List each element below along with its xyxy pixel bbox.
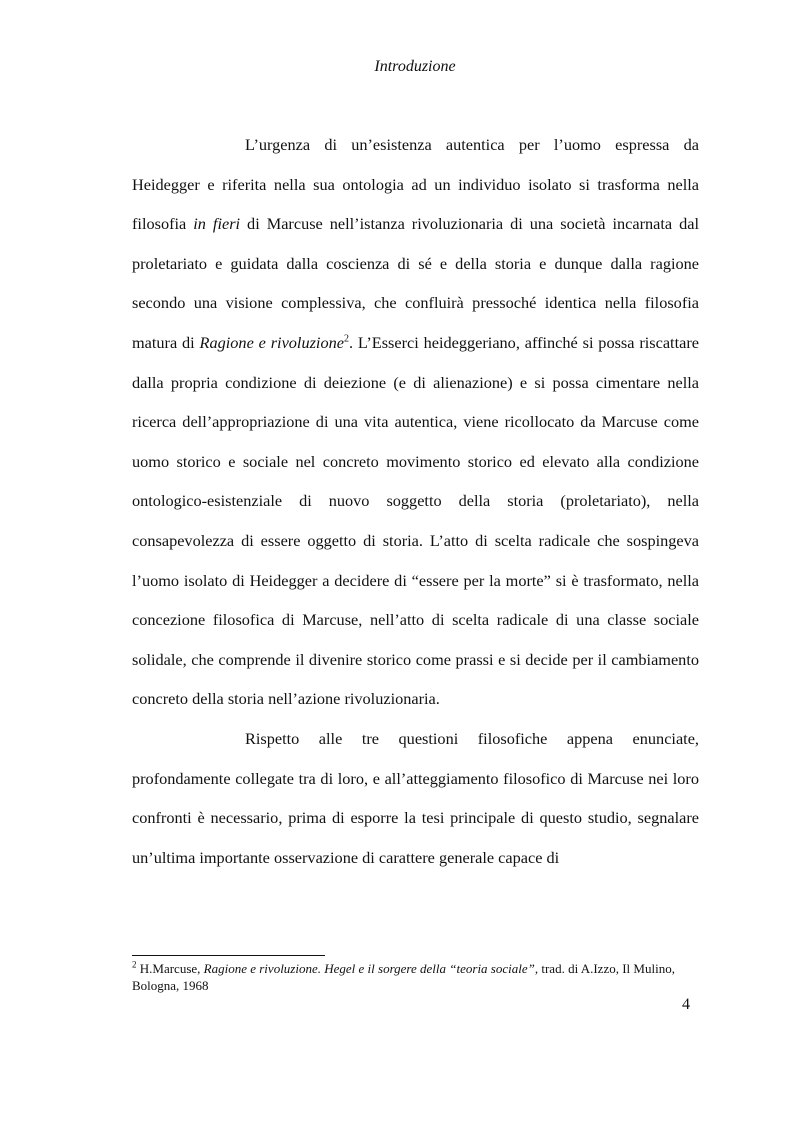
footnote xyxy=(132,960,699,994)
paragraph-1-text-c: . L’Esserci heideggeriano, affinché si possa riscattare dalla propria condizione di deiezione (e di alienazione) e si possa cimentare nella ricerca dell’appropriazione di una vita autentica, viene ricollocato da Marcuse come uomo storico e sociale nel concreto movimento storico ed elevato alla condizione ontologico-esistenziale di nuovo soggetto della storia (proletariato), nella consapevolezza di essere oggetto di storia. L’atto di scelta radicale che sospingeva l’uomo isolato di Heidegger a decidere di “essere per la morte” si è trasformato, nella concezione filosofica di Marcuse, nell’atto di scelta radicale di una classe sociale solidale, che comprende il divenire storico come prassi e si decide per il cambiamento concreto della storia nell’azione rivoluzionaria. xyxy=(132,332,699,709)
paragraph-2: Rispetto alle tre questioni filosofiche appena enunciate, profondamente collegate tra di loro, e all’atteggiamento filosofico di Marcuse nei loro confronti è necessario, prima di esporre la tesi principale di questo studio, segnalare un’ultima importante osservazione di carattere generale capace di xyxy=(132,728,699,867)
paragraph-1 xyxy=(132,125,699,719)
footnote-number: 2 xyxy=(132,959,137,970)
body-text xyxy=(132,125,699,877)
book-title-ragione-e-rivoluzione: Ragione e rivoluzione xyxy=(199,332,344,352)
term-in-fieri: in fieri xyxy=(193,214,241,234)
footnote-publication-info: , trad. di A.Izzo, Il Mulino, Bologna, 1968 xyxy=(132,961,675,993)
paragraph-1-text-a: L’urgenza di un’esistenza autentica per l’uomo espressa da Heidegger e riferita nella sua ontologia ad un individuo isolato si trasforma nella filosofia xyxy=(132,135,699,234)
page-number: 4 xyxy=(682,996,690,1013)
running-header: Introduzione xyxy=(374,58,456,75)
footnote-reference: 2 xyxy=(343,333,349,345)
paragraph-1-text-b: di Marcuse nell’istanza rivoluzionaria di una società incarnata dal proletariato e guidata dalla coscienza di sé e della storia e dunque dalla ragione secondo una visione complessiva, che confluirà pressoché identica nella filosofia matura di xyxy=(132,214,700,352)
footnote-separator xyxy=(132,955,325,956)
footnote-author: H.Marcuse, xyxy=(136,961,204,976)
footnote-book-title: Ragione e rivoluzione. Hegel e il sorgere della “teoria sociale” xyxy=(203,961,535,976)
